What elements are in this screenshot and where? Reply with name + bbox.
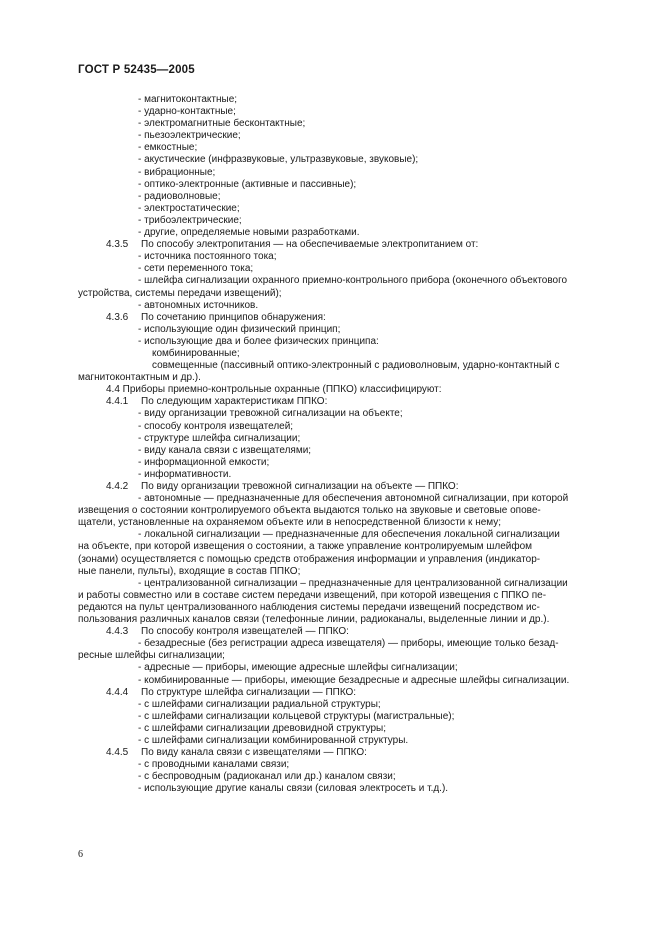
text-line [78,771,614,783]
text-line [78,783,614,795]
text-line [78,130,614,142]
document-header: ГОСТ Р 52435—2005 [78,64,195,76]
line-text: - пьезоэлектрические; [138,130,241,142]
text-line [78,275,614,287]
line-text: По способу контроля извещателей — ППКО: [141,626,349,638]
line-text: - использующие другие каналы связи (силовая электросеть и т.д.). [138,783,449,795]
text-line [78,590,614,602]
text-line [78,469,614,481]
text-line [78,118,614,130]
line-text: - централизованной сигнализации – предназначенные для централизованной сигнализации [138,577,568,589]
line-text: совмещенные (пассивный оптико-электронный с радиоволновым, ударно-контактный с [152,360,560,372]
text-line [78,529,614,541]
line-text: - с шлейфами сигнализации комбинированной структуры. [138,734,409,746]
text-line [78,251,614,263]
line-text: - шлейфа сигнализации охранного приемно-контрольного прибора (оконечного объектового [138,275,568,287]
clause-line [78,626,614,638]
text-line [78,662,614,674]
line-text: - источника постоянного тока; [138,251,277,263]
text-line [78,517,614,529]
clause-number: 4.4.1 [106,396,129,408]
text-line [78,300,614,312]
line-text: устройства, системы передачи извещений); [78,287,282,299]
text-line [78,154,614,166]
text-line [78,408,614,420]
text-line [78,324,614,336]
clause-line [78,747,614,759]
line-text: - акустические (инфразвуковые, ультразвуковые, звуковые); [138,154,419,166]
line-text: - с проводными каналами связи; [138,759,290,771]
text-line [78,445,614,457]
line-text: - использующие два и более физических принципа: [138,335,379,347]
text-line [78,638,614,650]
line-text: - сети переменного тока; [138,263,254,275]
text-line [78,759,614,771]
text-line [78,94,614,106]
text-line [78,227,614,239]
clause-number: 4.4.2 [106,481,129,492]
line-text: - с шлейфами сигнализации древовидной структуры; [138,722,387,734]
line-text: (зонами) осуществляется с помощью средств отображения информации и управления (индикатор- [78,553,541,565]
text-line [78,566,614,578]
line-text: - с беспроводным (радиоканал или др.) каналом связи; [138,771,396,783]
line-text: - другие, определяемые новыми разработками. [138,227,360,239]
text-line [78,650,614,662]
text-line [78,711,614,723]
line-text: - ударно-контактные; [138,106,236,118]
line-text: магнитоконтактным и др.). [78,372,201,384]
line-text: По сочетанию принципов обнаружения: [141,311,326,323]
text-line [78,457,614,469]
text-line [78,505,614,517]
line-text: По виду организации тревожной сигнализации на объекте — ППКО: [141,481,459,492]
document-body [78,94,614,795]
line-text: 4.4 Приборы приемно-контрольные охранные (ППКО) классифицируют: [106,384,442,396]
text-line [78,675,614,687]
text-line [78,541,614,553]
line-text: - радиоволновые; [138,190,221,202]
clause-number: 4.4.4 [106,686,129,698]
line-text: и работы совместно или в составе систем передачи извещений, при которой извещения с ППКО пе- [78,589,547,601]
line-text: ресные шлейфы сигнализации; [78,650,225,662]
line-text: - информативности. [138,468,232,480]
text-line [78,106,614,118]
text-line [78,699,614,711]
line-text: на объекте, при которой извещения о состоянии, а также управление контролируемым шлейфом [78,541,533,553]
line-text: - автономных источников. [138,299,259,311]
line-text: - виду канала связи с извещателями; [138,444,312,456]
line-text: По способу электропитания — на обеспечиваемые электропитанием от: [141,239,479,251]
line-text: - безадресные (без регистрации адреса извещателя) — приборы, имеющие только безад- [138,638,559,650]
clause-number: 4.3.5 [106,239,129,251]
text-line [78,493,614,505]
line-text: По виду канала связи с извещателями — ППКО: [141,747,367,759]
text-line [78,602,614,614]
line-text: комбинированные; [152,347,240,359]
text-line [78,433,614,445]
line-text: - виду организации тревожной сигнализации на объекте; [138,408,403,420]
text-line [78,203,614,215]
line-text: редаются на пульт централизованного наблюдения системы передачи извещений посредством ис- [78,601,540,613]
text-line [78,288,614,300]
text-line [78,723,614,735]
clause-line [78,239,614,251]
text-line [78,142,614,154]
line-text: - адресные — приборы, имеющие адресные шлейфы сигнализации; [138,662,458,674]
line-text: ные панели, пульты), входящие в состав ППКО; [78,565,301,577]
text-line [78,360,614,372]
page-number: 6 [78,849,83,860]
text-line [78,336,614,348]
text-line [78,578,614,590]
text-line [78,372,614,384]
clause-line [78,312,614,324]
line-text: - локальной сигнализации — предназначенные для обеспечения локальной сигнализации [138,529,560,541]
line-text: - структуре шлейфа сигнализации; [138,432,301,444]
text-line [78,263,614,275]
text-line [78,215,614,227]
text-line [78,554,614,566]
line-text: извещения о состоянии контролируемого объекта выдаются только на звуковые и световые опове- [78,505,541,517]
text-line [78,167,614,179]
line-text: - информационной емкости; [138,456,270,468]
text-line [78,735,614,747]
line-text: - трибоэлектрические; [138,214,242,226]
clause-number: 4.3.6 [106,311,129,323]
line-text: пользования различных каналов связи (телефонные линии, радиоканалы, выделенные линии и др.). [78,614,550,626]
clause-line [78,687,614,699]
line-text: - электромагнитные бесконтактные; [138,118,306,130]
line-text: - с шлейфами сигнализации кольцевой структуры (магистральные); [138,710,455,722]
line-text: - способу контроля извещателей; [138,420,294,432]
text-line [78,421,614,433]
line-text: - магнитоконтактные; [138,94,238,105]
text-line [78,614,614,626]
line-text: - комбинированные — приборы, имеющие безадресные и адресные шлейфы сигнализации. [138,674,570,686]
clause-line [78,481,614,493]
line-text: По структуре шлейфа сигнализации — ППКО: [141,686,357,698]
text-line [78,191,614,203]
text-line [78,384,614,396]
line-text: - использующие один физический принцип; [138,323,341,335]
line-text: - емкостные; [138,142,198,154]
line-text: - вибрационные; [138,166,216,178]
line-text: - с шлейфами сигнализации радиальной структуры; [138,698,381,710]
clause-line [78,396,614,408]
line-text: - оптико-электронные (активные и пассивные); [138,178,357,190]
line-text: - автономные — предназначенные для обеспечения автономной сигнализации, при которой [138,493,569,505]
text-line [78,179,614,191]
text-line [78,348,614,360]
clause-number: 4.4.3 [106,626,129,638]
clause-number: 4.4.5 [106,747,129,759]
line-text: - электростатические; [138,202,240,214]
line-text: По следующим характеристикам ППКО: [141,396,328,408]
line-text: щатели, установленные на охраняемом объекте или в непосредственной близости к нему; [78,517,502,529]
